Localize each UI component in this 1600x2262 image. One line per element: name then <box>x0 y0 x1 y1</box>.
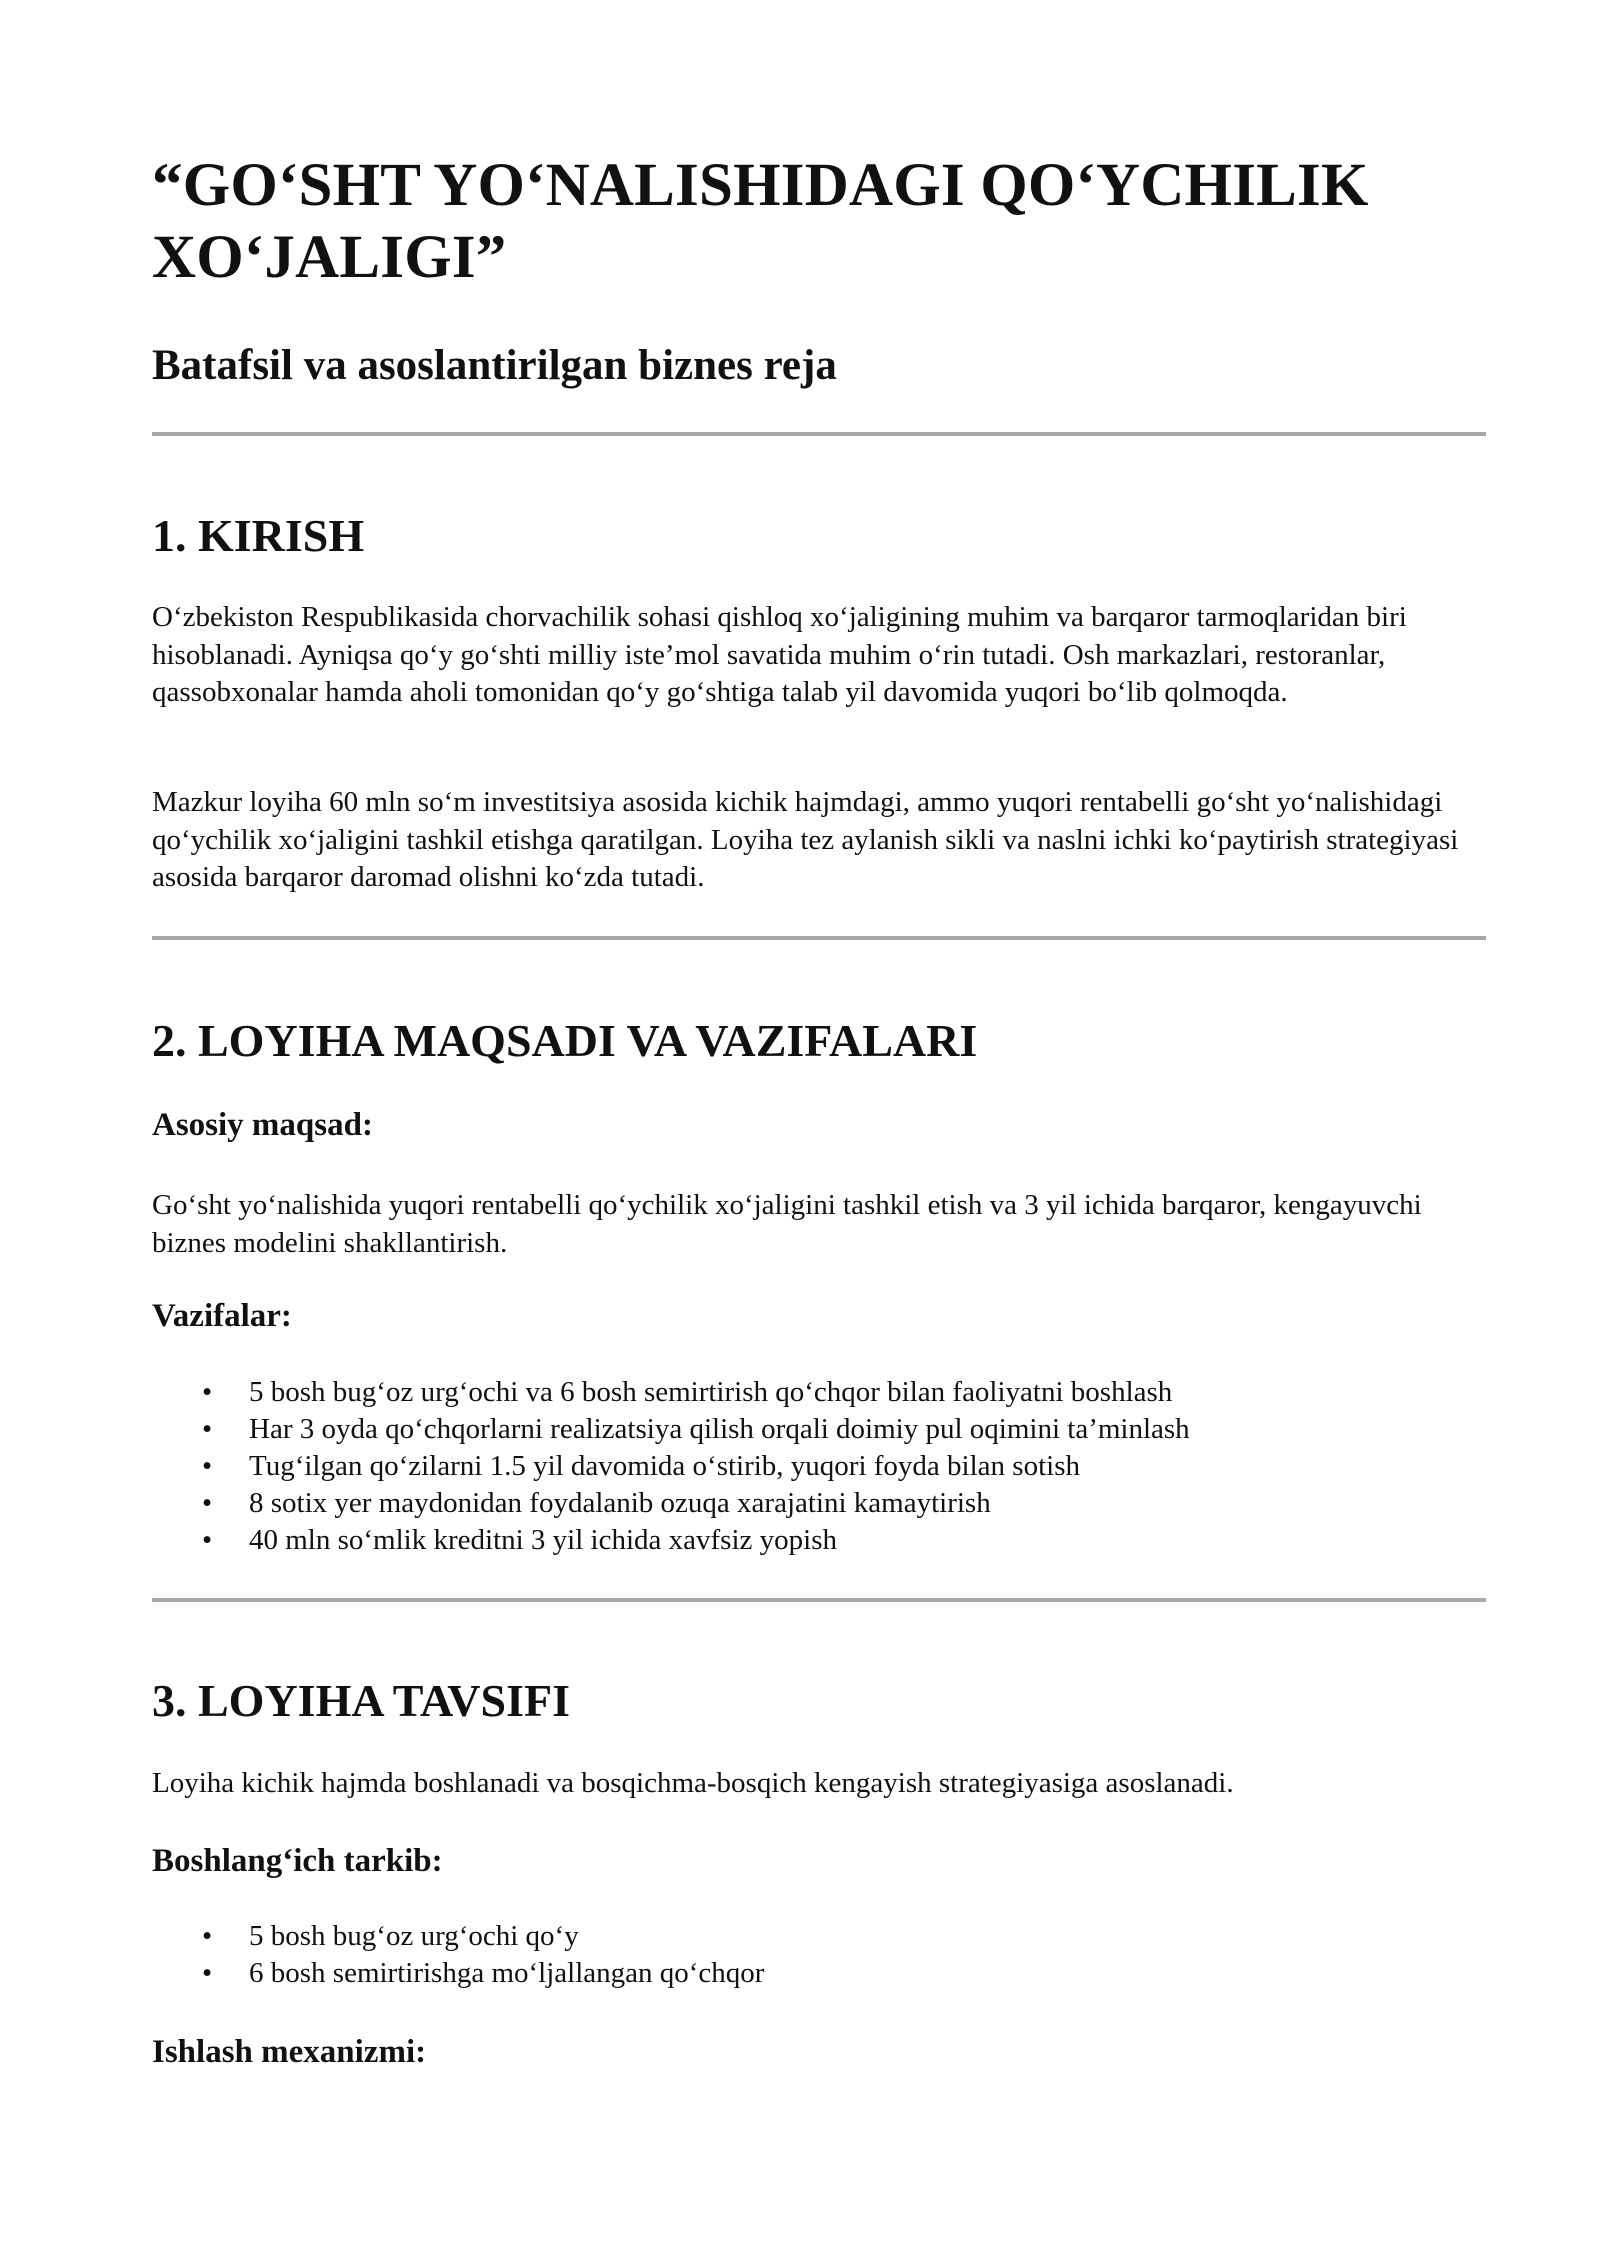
goal-text: Go‘sht yo‘nalishida yuqori rentabelli qo‘ychilik xo‘jaligini tashkil etish va 3 yil ichida barqaror, kengayuvchi biznes modelini shakllantirish. <box>152 1189 1422 1259</box>
document-subtitle: Batafsil va asoslantirilgan biznes reja <box>152 342 837 389</box>
bullet-icon: • <box>202 1487 213 1519</box>
goal-label: Asosiy maqsad: <box>152 1107 373 1143</box>
list-item-text: 6 bosh semirtirishga mo‘ljallangan qo‘chqor <box>249 1957 765 1989</box>
list-item-text: 8 sotix yer maydonidan foydalanib ozuqa xarajatini kamaytirish <box>249 1487 991 1519</box>
section-heading-maqsad: 2. LOYIHA MAQSADI VA VAZIFALARI <box>152 1015 978 1066</box>
divider <box>152 936 1486 940</box>
divider <box>152 1598 1486 1602</box>
list-item <box>152 1411 1486 1448</box>
bullet-icon: • <box>202 1450 213 1482</box>
divider <box>152 432 1486 436</box>
mechanism-label: Ishlash mexanizmi: <box>152 2034 427 2070</box>
list-item-text: 5 bosh bug‘oz urg‘ochi va 6 bosh semirtirish qo‘chqor bilan faoliyatni boshlash <box>249 1376 1173 1408</box>
bullet-icon: • <box>202 1413 213 1445</box>
composition-list <box>152 1918 1486 1992</box>
tasks-label: Vazifalar: <box>152 1298 292 1334</box>
section-intro: Loyiha kichik hajmda boshlanadi va bosqichma-bosqich kengayish strategiyasiga asoslanadi. <box>152 1767 1234 1799</box>
section-heading-tavsif: 3. LOYIHA TAVSIFI <box>152 1675 570 1726</box>
list-item <box>152 1448 1486 1485</box>
bullet-icon: • <box>202 1524 213 1556</box>
document-title: “GO‘SHT YO‘NALISHIDAGI QO‘YCHILIK XO‘JALIGI” <box>152 152 1369 291</box>
bullet-icon: • <box>202 1376 213 1408</box>
composition-label: Boshlang‘ich tarkib: <box>152 1843 443 1879</box>
list-item <box>152 1955 1486 1992</box>
list-item <box>152 1522 1486 1559</box>
bullet-icon: • <box>202 1920 213 1952</box>
tasks-list <box>152 1374 1486 1559</box>
list-item-text: Har 3 oyda qo‘chqorlarni realizatsiya qilish orqali doimiy pul oqimini ta’minlash <box>249 1413 1190 1445</box>
paragraph: Mazkur loyiha 60 mln so‘m investitsiya asosida kichik hajmdagi, ammo yuqori rentabelli go‘sht yo‘nalishidagi qo‘ychilik xo‘jaligini tashkil etishga qaratilgan. Loyiha tez aylanish sikli va naslni ichki ko‘paytirish strategiyasi asosida barqaror daromad olishni ko‘zda tutadi. <box>152 786 1459 893</box>
section-heading-kirish: 1. KIRISH <box>152 510 365 561</box>
list-item <box>152 1374 1486 1411</box>
list-item <box>152 1918 1486 1955</box>
list-item <box>152 1485 1486 1522</box>
list-item-text: Tug‘ilgan qo‘zilarni 1.5 yil davomida o‘stirib, yuqori foyda bilan sotish <box>249 1450 1080 1482</box>
list-item-text: 5 bosh bug‘oz urg‘ochi qo‘y <box>249 1920 579 1952</box>
list-item-text: 40 mln so‘mlik kreditni 3 yil ichida xavfsiz yopish <box>249 1524 837 1556</box>
bullet-icon: • <box>202 1957 213 1989</box>
paragraph: O‘zbekiston Respublikasida chorvachilik sohasi qishloq xo‘jaligining muhim va barqaror tarmoqlaridan biri hisoblanadi. Ayniqsa qo‘y go‘shti milliy iste’mol savatida muhim o‘rin tutadi. Osh markazlari, restoranlar, qassobxonalar hamda aholi tomonidan qo‘y go‘shtiga talab yil davomida yuqori bo‘lib qolmoqda. <box>152 601 1407 708</box>
